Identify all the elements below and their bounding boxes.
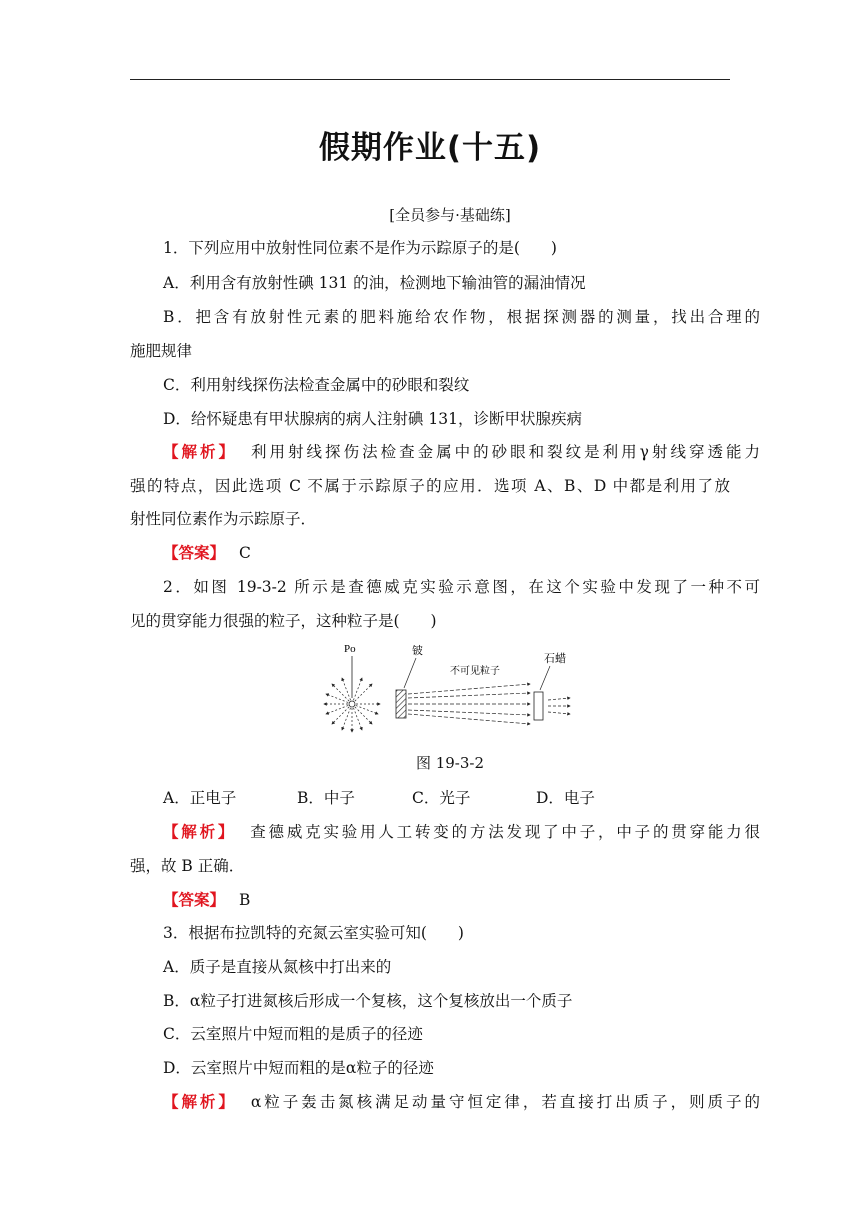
q1-answer-value: C bbox=[239, 544, 251, 562]
q2-option-a: A．正电子 bbox=[163, 789, 237, 807]
invisible-particle-beams bbox=[408, 684, 530, 724]
q1-option-a: A．利用含有放射性碘 131 的油，检测地下输油管的漏油情况 bbox=[163, 274, 586, 292]
answer-tag: 【答案】 bbox=[163, 890, 226, 909]
analysis-tag: 【解析】 bbox=[163, 1092, 237, 1111]
q2-answer-value: B bbox=[239, 891, 251, 909]
q1-stem: 1．下列应用中放射性同位素不是作为示踪原子的是( ) bbox=[163, 239, 557, 257]
paraffin-block bbox=[534, 692, 543, 720]
q3-option-c: C．云室照片中短而粗的是质子的径迹 bbox=[163, 1025, 423, 1043]
q3-analysis-line1 bbox=[163, 1090, 760, 1112]
q2-analysis-line1 bbox=[163, 820, 760, 842]
answer-tag: 【答案】 bbox=[163, 543, 226, 562]
paraffin-label: 石蜡 bbox=[544, 652, 566, 665]
analysis-tag: 【解析】 bbox=[163, 822, 237, 841]
q1-option-b-line2: 施肥规律 bbox=[130, 342, 193, 360]
po-source bbox=[349, 701, 355, 707]
q1-analysis-text1: 利用射线探伤法检查金属中的砂眼和裂纹是利用γ射线穿透能力 bbox=[251, 443, 760, 461]
q2-option-c: C．光子 bbox=[412, 789, 471, 807]
q2-stem-line1: 2．如图 19-3-2 所示是查德威克实验示意图，在这个实验中发现了一种不可 bbox=[163, 578, 760, 596]
header-rule bbox=[130, 79, 730, 80]
q1-analysis-line1 bbox=[163, 440, 760, 462]
q3-stem: 3．根据布拉凯特的充氮云室实验可知( ) bbox=[163, 924, 464, 942]
be-label: 铍 bbox=[412, 644, 423, 657]
figure-caption: 图 19-3-2 bbox=[415, 754, 485, 772]
q1-answer bbox=[163, 541, 251, 563]
q2-stem-line2: 见的贯穿能力很强的粒子，这种粒子是( ) bbox=[130, 612, 437, 630]
chadwick-experiment-figure bbox=[300, 640, 600, 740]
q1-analysis-line2: 强的特点，因此选项 C 不属于示踪原子的应用．选项 A、B、D 中都是利用了放 bbox=[130, 477, 730, 495]
q2-analysis-text1: 查德威克实验用人工转变的方法发现了中子，中子的贯穿能力很 bbox=[250, 823, 760, 841]
beryllium-plate bbox=[396, 690, 406, 718]
q3-option-d: D．云室照片中短而粗的是α粒子的径迹 bbox=[163, 1059, 434, 1077]
q2-analysis-line2: 强，故 B 正确． bbox=[130, 857, 245, 875]
q1-option-d: D．给怀疑患有甲状腺病的病人注射碘 131，诊断甲状腺疾病 bbox=[163, 410, 582, 428]
q2-option-b: B．中子 bbox=[297, 789, 355, 807]
analysis-tag: 【解析】 bbox=[163, 442, 238, 461]
q2-options bbox=[163, 786, 595, 808]
invisible-particles-label: 不可见粒子 bbox=[450, 666, 500, 677]
knocked-out-protons bbox=[548, 698, 570, 714]
section-heading: [全员参与·基础练] bbox=[389, 206, 511, 224]
page-title: 假期作业(十五) bbox=[318, 130, 542, 166]
q3-option-a: A．质子是直接从氮核中打出来的 bbox=[163, 958, 392, 976]
po-label: Po bbox=[344, 643, 356, 655]
q2-answer bbox=[163, 888, 250, 910]
q1-option-c: C．利用射线探伤法检查金属中的砂眼和裂纹 bbox=[163, 376, 470, 394]
q1-analysis-line3: 射性同位素作为示踪原子． bbox=[130, 510, 317, 528]
q1-option-b-line1: B．把含有放射性元素的肥料施给农作物，根据探测器的测量，找出合理的 bbox=[163, 308, 760, 326]
q2-option-d: D．电子 bbox=[536, 789, 595, 807]
q3-option-b: B．α粒子打进氮核后形成一个复核，这个复核放出一个质子 bbox=[163, 992, 573, 1010]
q3-analysis-text1: α粒子轰击氮核满足动量守恒定律，若直接打出质子，则质子的 bbox=[250, 1093, 760, 1111]
